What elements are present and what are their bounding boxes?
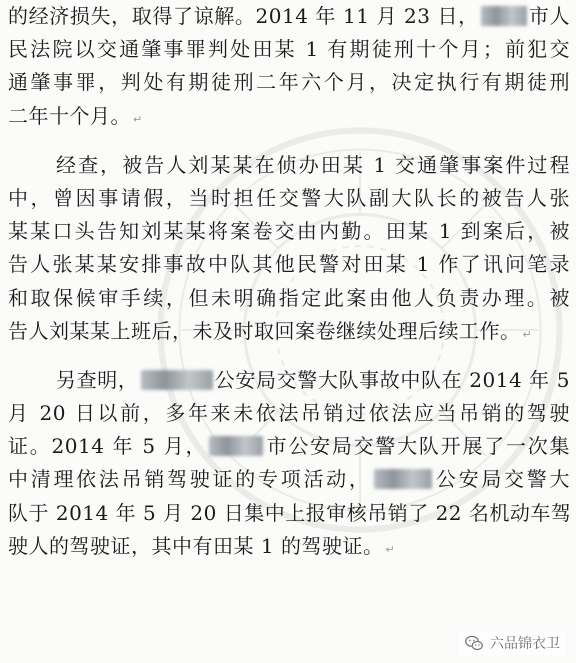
paragraph-mark: ↵ [133,112,143,126]
text-line: 告人刘某某上班后，未及时取回案卷继续处理后续工作。 ↵ [8,318,533,343]
paragraph-mark: ↵ [522,327,533,341]
account-watermark [458,631,566,655]
text-line: 队于 2014 年 5 月 20 日集中上报审核吊销了 22 名机动车驾 [8,500,572,525]
redacted-block [209,436,263,456]
text-line: 经查，被告人刘某某在侦办田某 1 交通肇事案件过程 [56,152,570,177]
text-line: 证。2014 年 5 月， 市公安局交警大队开展了一次集 [8,434,571,459]
text-line: 的经济损失，取得了谅解。2014 年 11 月 23 日， 市人 [8,4,571,28]
text-line: 通肇事罪，判处有期徒刑二年六个月，决定执行有期徒刑 [8,70,570,95]
text-line: 告人张某某安排事故中队其他民警对田某 1 作了讯问笔录 [8,252,570,277]
paragraph-mark: ↵ [385,542,396,556]
wechat-icon [464,633,484,653]
text-line: 月 20 日以前，多年来未依法吊销过依法应当吊销的驾驶 [8,401,570,426]
text-line: 另查明， 公安局交警大队事故中队在 2014 年 5 [56,367,571,392]
text-line: 民法院以交通肇事罪判处田某 1 有期徒刑十个月；前犯交 [8,37,570,62]
redacted-block [481,6,527,26]
text-line: 中清理依法吊销驾驶证的专项活动， 公安局交警大 [8,467,571,492]
redacted-block [141,370,213,390]
text-line: 和取保候审手续，但未明确指定此案由他人负责办理。被 [8,285,570,310]
text-line: 中，曾因事请假，当时担任交警大队副大队长的被告人张 [8,185,570,210]
text-line: 某某口头告知刘某某将案卷交由内勤。田某 1 到案后，被 [8,219,570,244]
document-body [8,0,570,563]
text-line: 二年十个月。 ↵ [8,103,143,128]
redacted-block [374,469,432,489]
text-line: 驶人的驾驶证，其中有田某 1 的驾驶证。 ↵ [8,533,396,558]
watermark-label: 六品锦衣卫 [490,636,560,652]
